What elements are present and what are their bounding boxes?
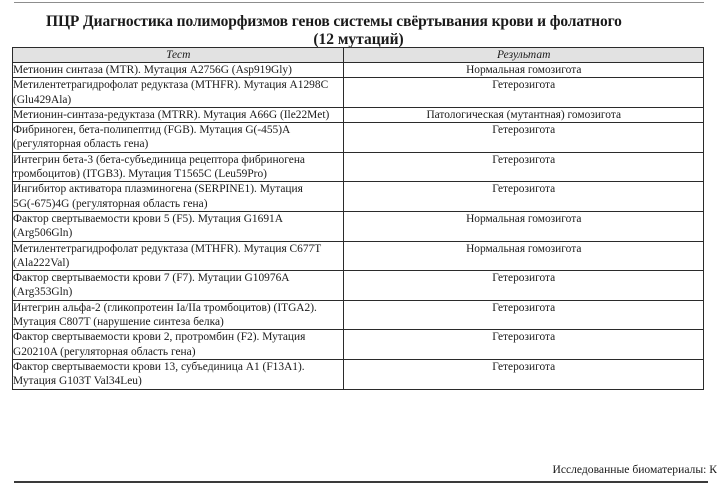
- cell-test: Фибриноген, бета-полипептид (FGB). Мутация G(-455)A (регуляторная область гена): [13, 123, 344, 153]
- cell-test: Фактор свертываемости крови 5 (F5). Мутация G1691A (Arg506Gln): [13, 211, 344, 241]
- table-row: [13, 182, 704, 212]
- cell-result: Гетерозигота: [344, 300, 704, 330]
- cell-result: Гетерозигота: [344, 78, 704, 108]
- cell-test: Метилентетрагидрофолат редуктаза (MTHFR). Мутация C677T (Ala222Val): [13, 241, 344, 271]
- cell-result: Гетерозигота: [344, 330, 704, 360]
- table-header-row: [13, 48, 704, 63]
- page-title: ПЦР Диагностика полиморфизмов генов системы свёртывания крови и фолатного: [46, 13, 622, 30]
- cell-test: Метионин синтаза (MTR). Мутация A2756G (Asp919Gly): [13, 63, 344, 78]
- header-divider-rule: [14, 2, 704, 3]
- cell-test: Метилентетрагидрофолат редуктаза (MTHFR). Мутация A1298C (Glu429Ala): [13, 78, 344, 108]
- cell-test: Фактор свертываемости крови 13, субъединица A1 (F13A1). Мутация G103T Val34Leu): [13, 359, 344, 389]
- cell-result: Нормальная гомозигота: [344, 241, 704, 271]
- table-row: [13, 152, 704, 182]
- cell-test: Интегрин бета-3 (бета-субъединица рецептора фибриногена тромбоцитов) (ITGB3). Мутация T1565C (Leu59Pro): [13, 152, 344, 182]
- table-body: [13, 63, 704, 390]
- cell-result: Патологическая (мутантная) гомозигота: [344, 107, 704, 122]
- table-row: [13, 63, 704, 78]
- column-header-result: Результат: [344, 48, 704, 63]
- page-subtitle: (12 мутаций): [313, 31, 404, 48]
- cell-result: Гетерозигота: [344, 271, 704, 301]
- column-header-test: Тест: [13, 48, 344, 63]
- results-table: [12, 47, 704, 390]
- cell-result: Гетерозигота: [344, 359, 704, 389]
- table-row: [13, 330, 704, 360]
- cell-result: Нормальная гомозигота: [344, 211, 704, 241]
- cell-result: Гетерозигота: [344, 123, 704, 153]
- table-row: [13, 271, 704, 301]
- table-row: [13, 300, 704, 330]
- cell-result: Гетерозигота: [344, 182, 704, 212]
- table-row: [13, 211, 704, 241]
- cell-test: Ингибитор активатора плазминогена (SERPINE1). Мутация 5G(-675)4G (регуляторная область гена): [13, 182, 344, 212]
- table-row: [13, 107, 704, 122]
- cell-test: Интегрин альфа-2 (гликопротеин Ia/IIa тромбоцитов) (ITGA2). Мутация C807T (нарушение синтеза белка): [13, 300, 344, 330]
- cell-result: Нормальная гомозигота: [344, 63, 704, 78]
- table-row: [13, 123, 704, 153]
- cell-test: Фактор свертываемости крови 2, протромбин (F2). Мутация G20210A (регуляторная область гена): [13, 330, 344, 360]
- table-row: [13, 78, 704, 108]
- biomaterial-note: Исследованные биоматериалы: К: [552, 463, 717, 476]
- cell-result: Гетерозигота: [344, 152, 704, 182]
- table-row: [13, 359, 704, 389]
- table-row: [13, 241, 704, 271]
- cell-test: Метионин-синтаза-редуктаза (MTRR). Мутация A66G (Ile22Met): [13, 107, 344, 122]
- cell-test: Фактор свертываемости крови 7 (F7). Мутации G10976A (Arg353Gln): [13, 271, 344, 301]
- footer-divider-rule: [14, 481, 708, 483]
